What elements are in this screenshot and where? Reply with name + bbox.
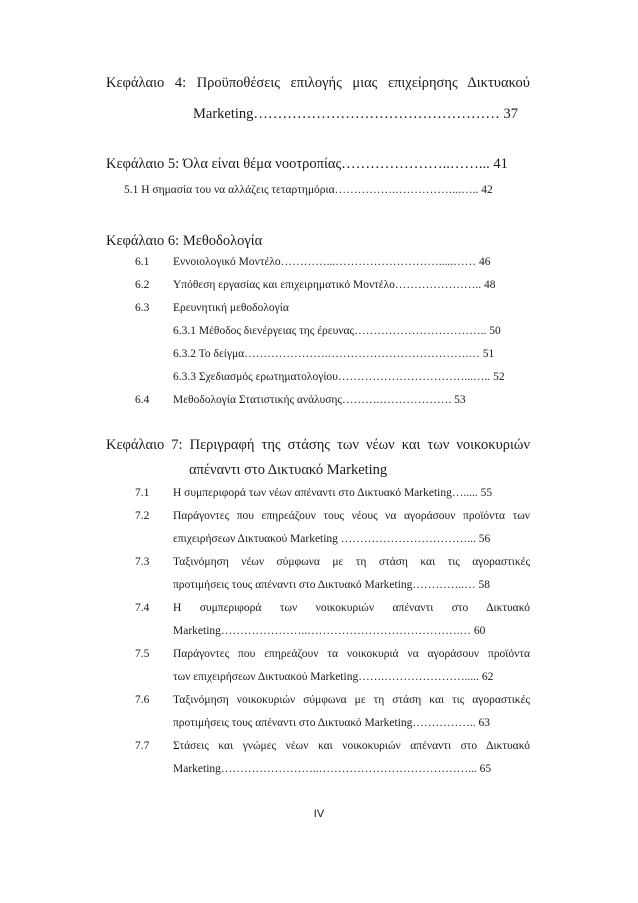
toc-chapter-4-line2: Marketing…………………………………………… 37 — [193, 106, 519, 122]
toc-num-7-7: 7.7 — [135, 740, 150, 752]
toc-section-7-7-line1: Στάσεις και γνώμες νέων και νοικοκυριών απέναντι στο Δικτυακό — [173, 740, 530, 752]
toc-section-6-1: Εννοιολογικό Μοντέλο…………...……………………….....…… 46 — [173, 256, 491, 268]
toc-section-7-2-line2: επιχειρήσεων Δικτυακού Marketing ……………………………... 56 — [173, 533, 491, 545]
toc-num-7-6: 7.6 — [135, 694, 150, 706]
toc-num-7-4: 7.4 — [135, 602, 150, 614]
toc-num-6-1: 6.1 — [135, 256, 150, 268]
toc-chapter-7-line2: απέναντι στο Δικτυακό Marketing — [189, 462, 388, 478]
toc-num-6-4: 6.4 — [135, 394, 150, 406]
toc-chapter-4-line1: Κεφάλαιο 4: Προϋποθέσεις επιλογής μιας επιχείρησης Δικτυακού — [106, 75, 530, 91]
toc-section-6-3-2: 6.3.2 Το δείγμα………………….……………………………….… 51 — [173, 348, 495, 360]
toc-section-7-2-line1: Παράγοντες που επηρεάζουν τους νέους να αγοράσουν προϊόντα των — [173, 510, 530, 522]
toc-section-6-4: Μεθοδολογία Στατιστικής ανάλυσης……….………………. 53 — [173, 394, 466, 406]
toc-num-6-2: 6.2 — [135, 279, 150, 291]
toc-section-6-3-1: 6.3.1 Μέθοδος διενέργειας της έρευνας…………………………….. 50 — [173, 325, 501, 337]
toc-chapter-7-line1: Κεφάλαιο 7: Περιγραφή της στάσης των νέων και των νοικοκυριών — [106, 437, 530, 453]
toc-num-7-5: 7.5 — [135, 648, 150, 660]
toc-section-7-5-line1: Παράγοντες που επηρεάζουν τα νοικοκυριά να αγοράσουν προϊόντα — [173, 648, 530, 660]
toc-section-7-1: Η συμπεριφορά των νέων απέναντι στο Δικτυακό Marketing…..... 55 — [173, 487, 493, 499]
toc-num-7-2: 7.2 — [135, 510, 150, 522]
page-number: IV — [313, 808, 325, 820]
toc-num-6-3: 6.3 — [135, 302, 150, 314]
toc-num-7-1: 7.1 — [135, 487, 150, 499]
toc-section-7-4-line1: Η συμπεριφορά των νοικοκυριών απέναντι στο Δικτυακό — [173, 602, 530, 614]
toc-section-7-5-line2: των επιχειρήσεων Δικτυακού Marketing…….…………………..... 62 — [173, 671, 494, 683]
toc-section-7-7-line2: Marketing……………………..…………………………………... 65 — [173, 763, 492, 775]
toc-section-6-3-3: 6.3.3 Σχεδιασμός ερωτηματολογίου……………………………...….. 52 — [173, 371, 505, 383]
toc-section-7-3-line2: προτιμήσεις τους απέναντι στο Δικτυακό Marketing…………..… 58 — [173, 579, 491, 591]
toc-chapter-6: Κεφάλαιο 6: Μεθοδολογία — [106, 233, 263, 249]
toc-section-5-1: 5.1 Η σημασία του να αλλάζεις τεταρτημόρια…………….……………...….. 42 — [124, 184, 493, 196]
toc-section-7-4-line2: Marketing…………………..………………………………….… 60 — [173, 625, 486, 637]
toc-section-7-6-line1: Ταξινόμηση νοικοκυριών σύμφωνα με τη στάση και τις αγοραστικές — [173, 694, 530, 706]
toc-section-6-2: Υπόθεση εργασίας και επιχειρηματικό Μοντέλο………………….. 48 — [173, 279, 496, 291]
toc-section-7-3-line1: Ταξινόμηση νέων σύμφωνα με τη στάση και τις αγοραστικές — [173, 556, 530, 568]
toc-num-7-3: 7.3 — [135, 556, 150, 568]
toc-chapter-5: Κεφάλαιο 5: Όλα είναι θέμα νοοτροπίας…………………..……... 41 — [106, 156, 508, 172]
toc-section-7-6-line2: προτιμήσεις τους απέναντι στο Δικτυακό Marketing…………….. 63 — [173, 717, 491, 729]
toc-section-6-3: Ερευνητική μεθοδολογία — [173, 302, 289, 314]
